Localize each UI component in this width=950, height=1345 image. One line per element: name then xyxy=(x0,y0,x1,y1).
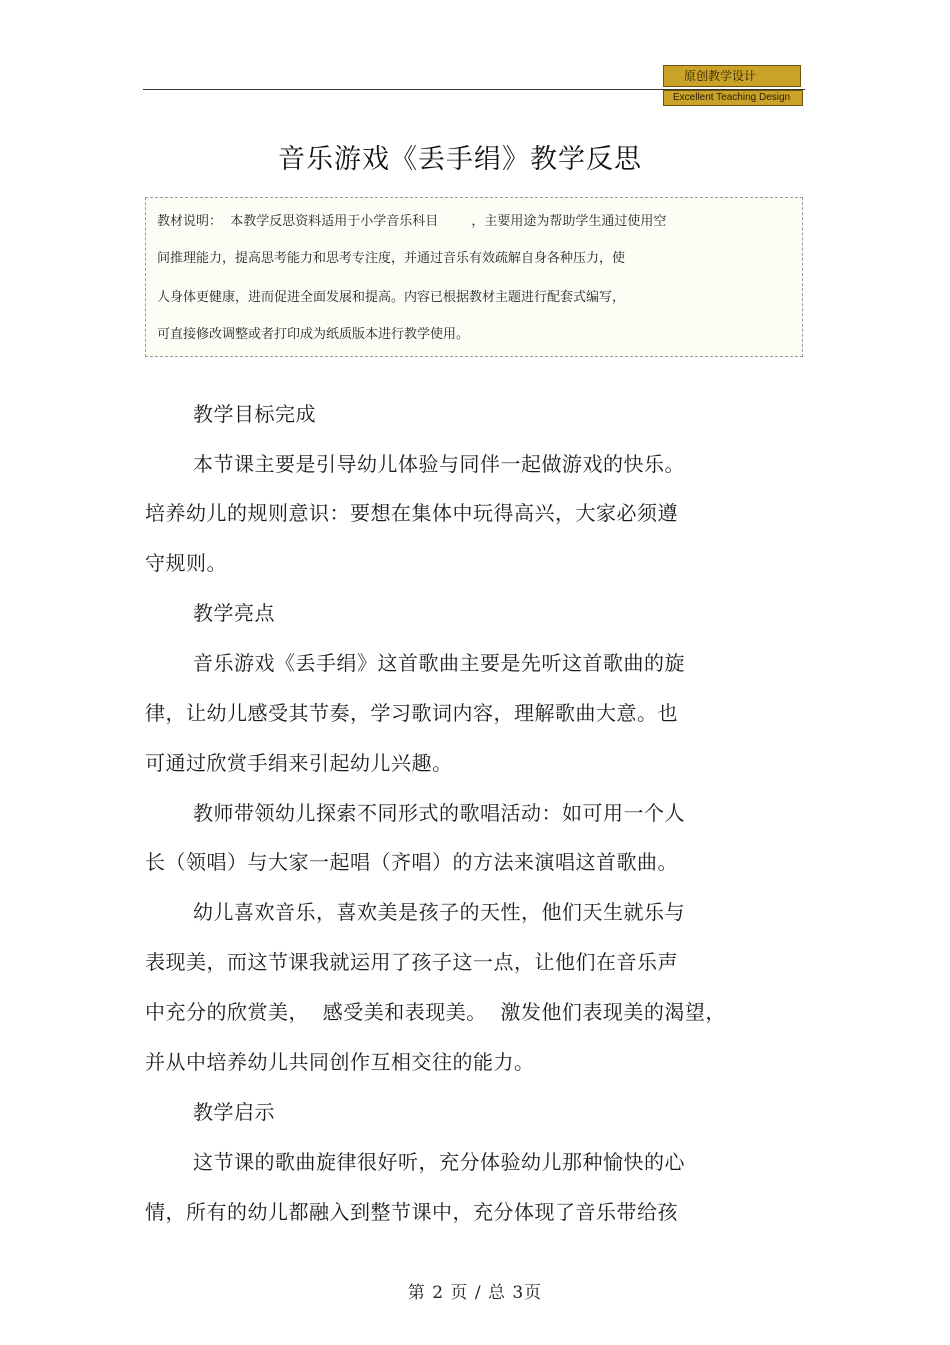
section-heading: 教学目标完成 xyxy=(193,402,316,426)
paragraph-line: 律，让幼儿感受其节奏，学习歌词内容，理解歌曲大意。也 xyxy=(145,701,678,725)
paragraph-line: 本节课主要是引导幼儿体验与同伴一起做游戏的快乐。 xyxy=(193,452,685,476)
page-title: 音乐游戏《丢手绢》教学反思 xyxy=(278,144,642,175)
paragraph-line: 这节课的歌曲旋律很好听，充分体验幼儿那种愉快的心 xyxy=(193,1150,685,1174)
paragraph-line: 培养幼儿的规则意识：要想在集体中玩得高兴，大家必须遵 xyxy=(145,501,678,525)
page-number: 第 2 页 / 总 3页 xyxy=(407,1283,543,1303)
note-line: 可直接修改调整或者打印成为纸质版本进行教学使用。 xyxy=(157,327,470,342)
material-note-box xyxy=(145,197,803,357)
section-heading: 教学启示 xyxy=(193,1100,275,1124)
paragraph-line: 并从中培养幼儿共同创作互相交往的能力。 xyxy=(145,1050,535,1074)
header-badge-cn: 原创教学设计 xyxy=(663,65,801,87)
paragraph-line: 情，所有的幼儿都融入到整节课中，充分体现了音乐带给孩 xyxy=(145,1200,678,1224)
note-line: 间推理能力，提高思考能力和思考专注度，并通过音乐有效疏解自身各种压力，使 xyxy=(157,251,626,266)
paragraph-line: 长（领唱）与大家一起唱（齐唱）的方法来演唱这首歌曲。 xyxy=(145,850,678,874)
note-line: 人身体更健康，进而促进全面发展和提高。内容已根据教材主题进行配套式编写， xyxy=(157,290,626,305)
section-heading: 教学亮点 xyxy=(193,601,275,625)
paragraph-line: 可通过欣赏手绢来引起幼儿兴趣。 xyxy=(145,751,453,775)
paragraph-line: 幼儿喜欢音乐，喜欢美是孩子的天性，他们天生就乐与 xyxy=(193,900,685,924)
paragraph-line: 守规则。 xyxy=(145,551,227,575)
header-badge-en: Excellent Teaching Design xyxy=(663,90,803,106)
note-line: 教材说明： 本教学反思资料适用于小学音乐科目 ，主要用途为帮助学生通过使用空 xyxy=(157,214,667,229)
paragraph-line: 教师带领幼儿探索不同形式的歌唱活动：如可用一个人 xyxy=(193,801,685,825)
paragraph-line: 音乐游戏《丢手绢》这首歌曲主要是先听这首歌曲的旋 xyxy=(193,651,685,675)
paragraph-line: 中充分的欣赏美， 感受美和表现美。 激发他们表现美的渴望， xyxy=(145,1000,726,1024)
paragraph-line: 表现美，而这节课我就运用了孩子这一点，让他们在音乐声 xyxy=(145,950,678,974)
